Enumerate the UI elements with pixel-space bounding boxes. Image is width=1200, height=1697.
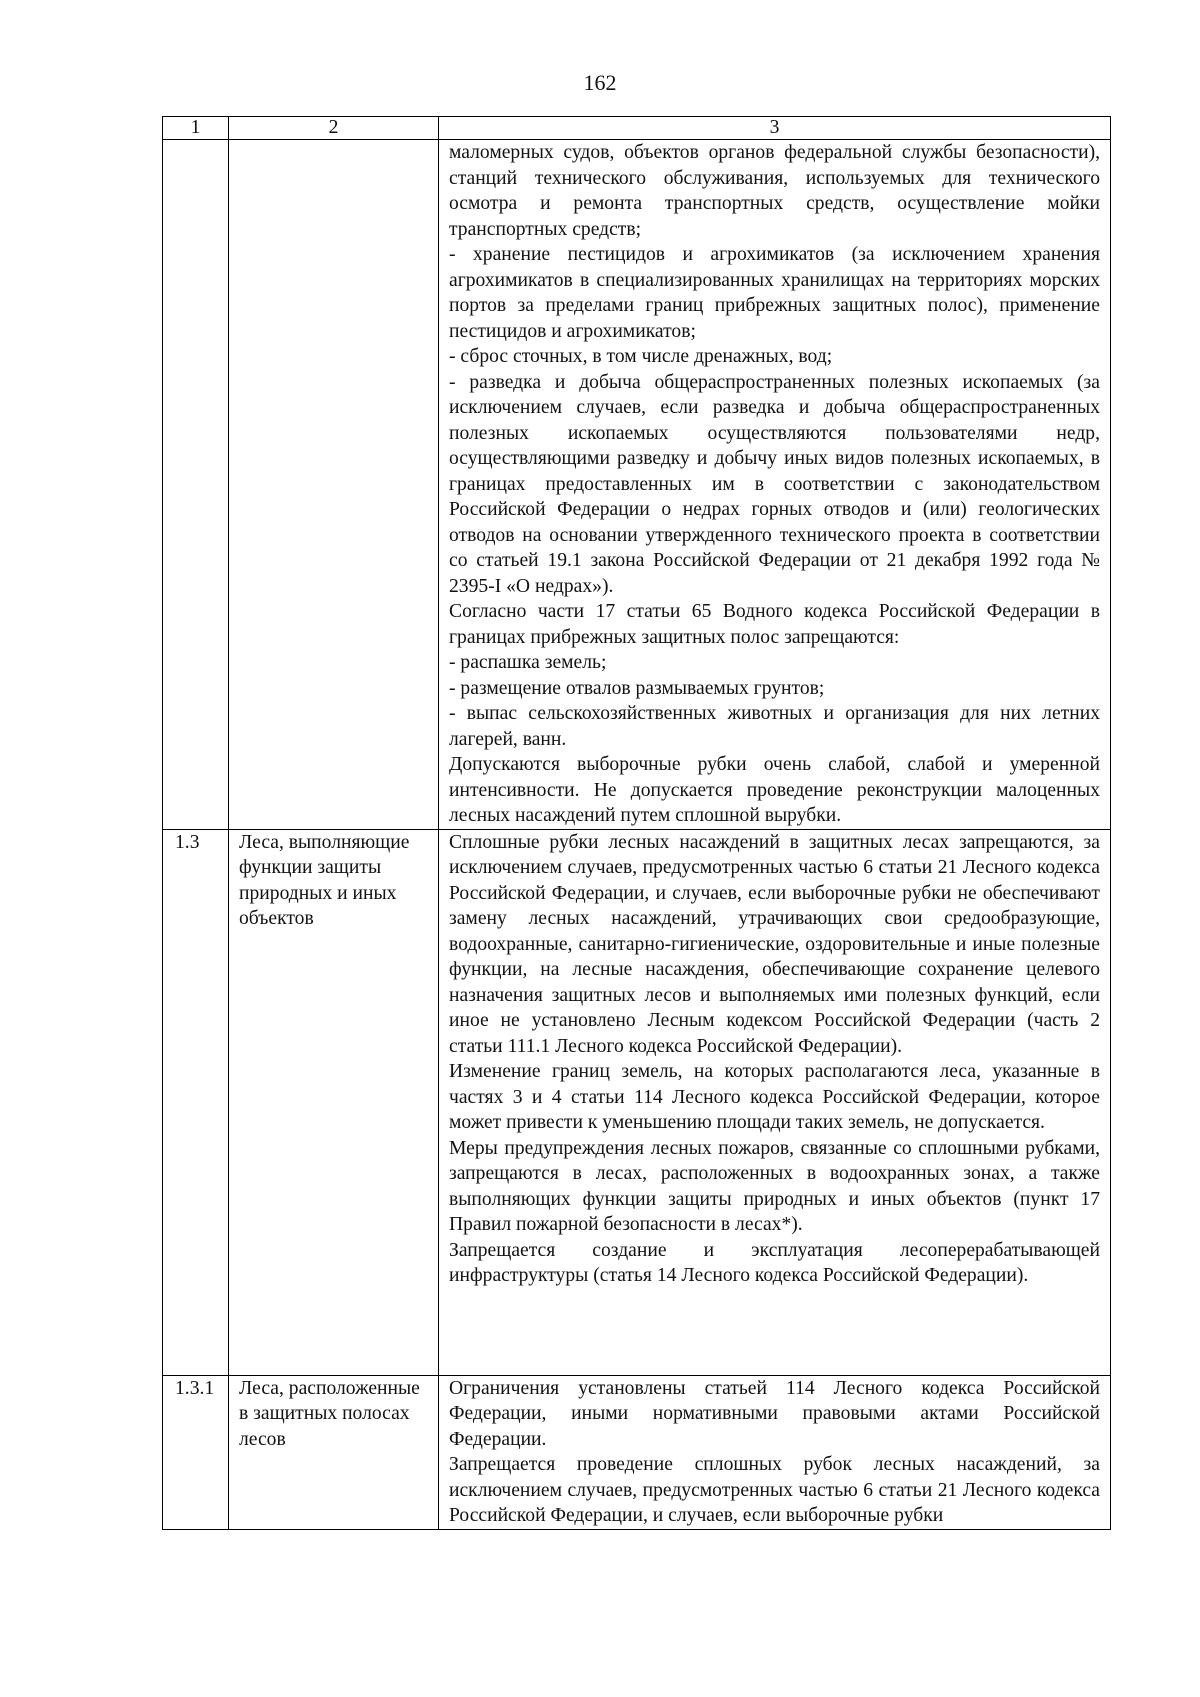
table-header-row [163, 117, 1111, 140]
column-header-3: 3 [439, 117, 1111, 140]
paragraph: Ограничения установлены статьей 114 Лесного кодекса Российской Федерации, иными нормативными правовыми актами Российской Федерации. [449, 1377, 1100, 1450]
forest-category: Леса, выполняющие функции защиты природных и иных объектов [229, 829, 439, 1375]
paragraph: - хранение пестицидов и агрохимикатов (за исключением хранения агрохимикатов в специализированных хранилищах на территориях морских портов за пределами границ прибрежных защитных полос), применение пестицидов и агрохимикатов; [449, 244, 1100, 342]
column-header-1: 1 [163, 117, 229, 140]
paragraph: Сплошные рубки лесных насаждений в защитных лесах запрещаются, за исключением случаев, предусмотренных частью 6 статьи 21 Лесного кодекса Российской Федерации, и случаев, если выборочные рубки не обеспечивают замену лесных насаждений, утрачивающих свои средообразующие, водоохранные, санитарно-гигиенические, оздоровительные и иные полезные функции, на лесные насаждения, обеспечивающие сохранение целевого назначения защитных лесов и выполняемых ими полезных функций, если иное не установлено Лесным кодексом Российской Федерации (часть 2 статьи 111.1 Лесного кодекса Российской Федерации). [449, 831, 1100, 1057]
column-header-2: 2 [229, 117, 439, 140]
row-number [163, 140, 229, 830]
table-row [163, 140, 1111, 830]
paragraph: - выпас сельскохозяйственных животных и организация для них летних лагерей, ванн. [449, 703, 1100, 750]
table-row [163, 1375, 1111, 1529]
paragraph: Изменение границ земель, на которых располагаются леса, указанные в частях 3 и 4 статьи 114 Лесного кодекса Российской Федерации, которое может привести к уменьшению площади таких земель, не допускается. [449, 1061, 1100, 1133]
row-number: 1.3 [163, 829, 229, 1375]
paragraph: Меры предупреждения лесных пожаров, связанные со сплошными рубками, запрещаются в лесах, расположенных в водоохранных зонах, а также выполняющих функции защиты природных и иных объектов (пункт 17 Правил пожарной безопасности в лесах*). [449, 1137, 1100, 1235]
restrictions-text [439, 1375, 1111, 1529]
forest-category: Леса, расположенные в защитных полосах лесов [229, 1375, 439, 1529]
paragraph: - разведка и добыча общераспространенных полезных ископаемых (за исключением случаев, если разведка и добыча общераспространенных полезных ископаемых осуществляются пользователями недр, осуществляющими разведку и добычу иных видов полезных ископаемых, в границах предоставленных им в соответствии с законодательством Российской Федерации о недрах горных отводов и (или) геологических отводов на основании утвержденного технического проекта в соответствии со статьей 19.1 закона Российской Федерации от 21 декабря 1992 года № 2395-I «О недрах»). [449, 371, 1100, 597]
forest-category [229, 140, 439, 830]
paragraph: маломерных судов, объектов органов федеральной службы безопасности), станций технического обслуживания, используемых для технического осмотра и ремонта транспортных средств, осуществление мойки транспортных средств; [449, 142, 1100, 240]
restrictions-text [439, 140, 1111, 830]
paragraph: - размещение отвалов размываемых грунтов; [449, 677, 825, 699]
paragraph: Допускаются выборочные рубки очень слабой, слабой и умеренной интенсивности. Не допускается проведение реконструкции малоценных лесных насаждений путем сплошной вырубки. [449, 754, 1100, 826]
paragraph: - сброс сточных, в том числе дренажных, вод; [449, 346, 833, 367]
paragraph: Согласно части 17 статьи 65 Водного кодекса Российской Федерации в границах прибрежных защитных полос запрещаются: [449, 601, 1100, 648]
row-number: 1.3.1 [163, 1375, 229, 1529]
paragraph: - распашка земель; [449, 652, 607, 673]
restrictions-text [439, 829, 1111, 1375]
page-number: 162 [583, 70, 617, 95]
restrictions-table [162, 116, 1111, 1530]
paragraph: Запрещается создание и эксплуатация лесоперерабатывающей инфраструктуры (статья 14 Лесного кодекса Российской Федерации). [449, 1239, 1100, 1286]
table-row [163, 829, 1111, 1375]
paragraph: Запрещается проведение сплошных рубок лесных насаждений, за исключением случаев, предусмотренных частью 6 статьи 21 Лесного кодекса Российской Федерации, и случаев, если выборочные рубки [449, 1454, 1100, 1526]
